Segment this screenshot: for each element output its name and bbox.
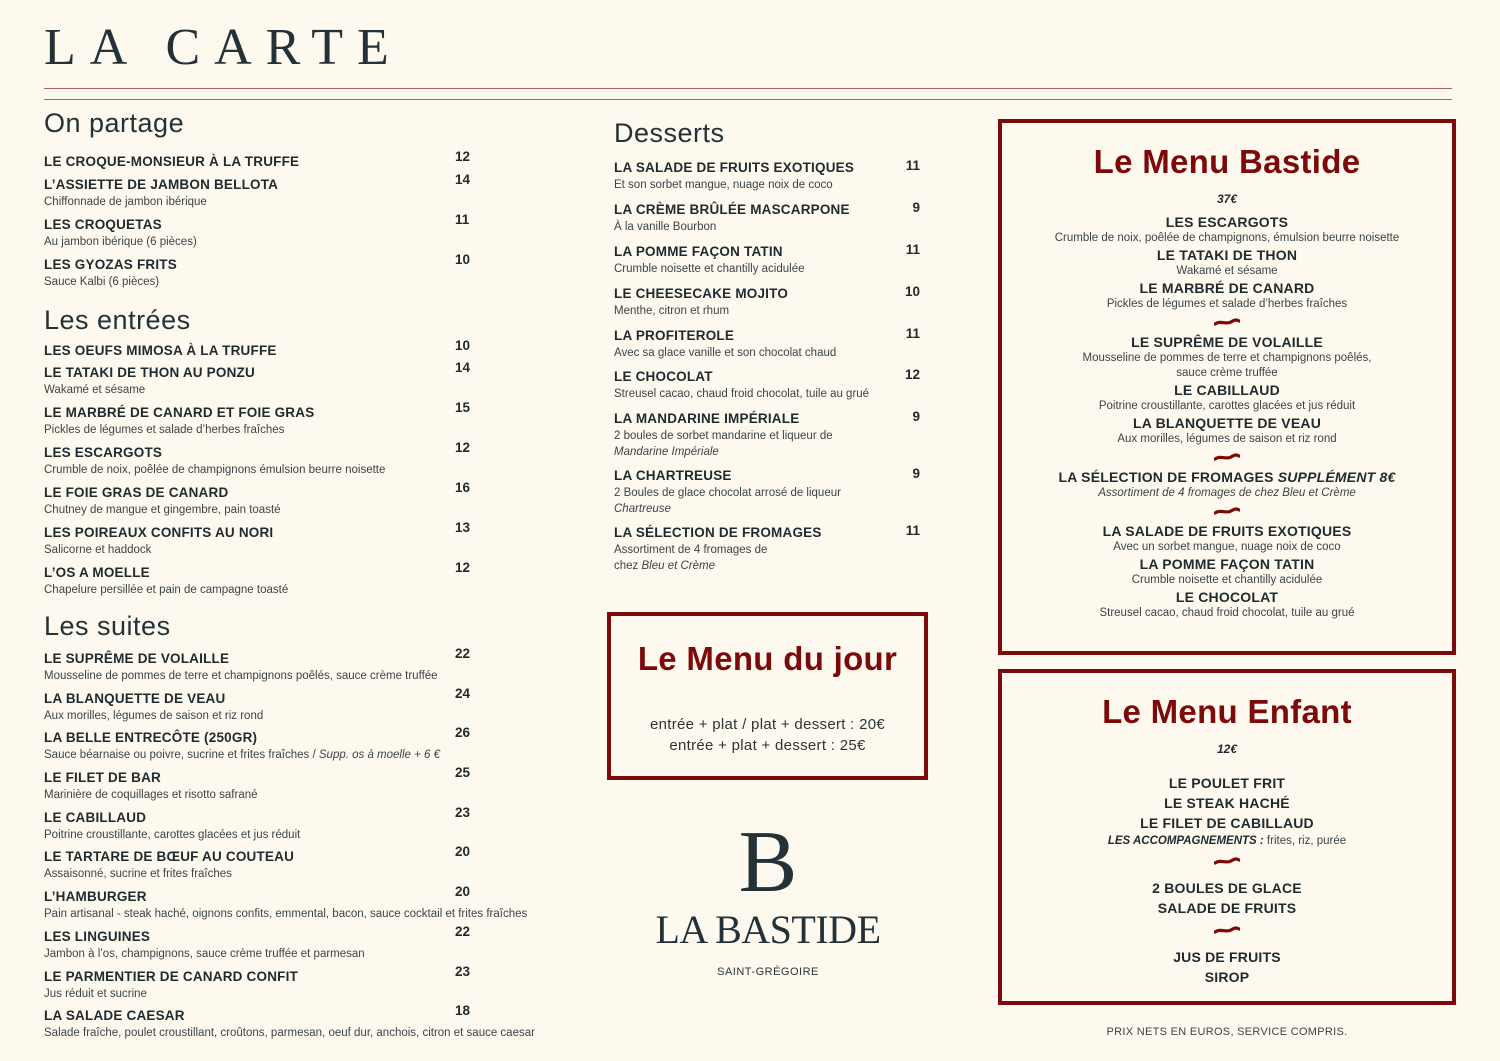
item-name: LES ESCARGOTS [44,445,163,460]
header-rule-top [44,88,1452,89]
menu-bastide-box [998,119,1456,655]
menu-du-jour-line: entrée + plat / plat + dessert : 20€ [649,716,886,733]
item-name: LA CHARTREUSE [614,468,732,483]
wave-divider-icon [1214,507,1240,516]
course-description: Avec un sorbet mangue, nuage noix de coco [1113,541,1341,553]
item-price: 11 [905,523,920,538]
item-description: À la vanille Bourbon [614,221,717,233]
course-description: Streusel cacao, chaud froid chocolat, tuile au grué [1099,607,1355,619]
item-description: Jambon à l’os, champignons, sauce crème truffée et parmesan [44,947,365,960]
item-price: 22 [455,923,471,939]
course-name: LE CABILLAUD [1174,382,1280,398]
course-name: LA SALADE DE FRUITS EXOTIQUES [1102,523,1352,539]
item-price: 11 [905,326,920,341]
cheese-supplement: SUPPLÉMENT 8€ [1277,469,1396,485]
price-note: PRIX NETS EN EUROS, SERVICE COMPRIS. [1106,1026,1348,1038]
menu-item [44,149,614,175]
menu-item [44,360,614,403]
item-description: Chutney de mangue et gingembre, pain toasté [44,504,281,516]
menu-du-jour-box [607,612,928,780]
course-description: Crumble noisette et chantilly acidulée [1131,574,1323,586]
item-description: Chiffonnade de jambon ibérique [44,196,207,208]
item-name: LE CHEESECAKE MOJITO [614,286,789,301]
course-description: Pickles de légumes et salade d’herbes fraîches [1106,298,1348,310]
wave-divider-icon [1214,857,1240,866]
item-description: Jus réduit et sucrine [44,987,147,1000]
menu-item: LA SÉLECTION DE FROMAGES Assortiment de 4 fromages de chez Bleu et Crème 11 [614,523,924,575]
menu-item [44,1003,614,1046]
section-title: On partage [44,108,185,138]
kids-main: LE STEAK HACHÉ [1164,795,1290,811]
kids-drink: SIROP [1204,969,1250,985]
item-name: LE TARTARE DE BŒUF AU COUTEAU [44,849,295,865]
item-name: LES OEUFS MIMOSA À LA TRUFFE [44,343,277,358]
course-name: LA SÉLECTION DE FROMAGES SUPPLÉMENT 8€ [1058,469,1396,485]
item-description: 2 Boules de glace chocolat arrosé de liqueur [614,487,841,499]
item-price: 9 [912,200,920,215]
item-name: LA SALADE CAESAR [44,1008,185,1024]
menu-item [44,884,614,927]
item-price: 23 [455,804,471,820]
item-price: 23 [455,963,471,979]
desserts-column [614,118,924,575]
item-description: Mousseline de pommes de terre et champignons poêlés, sauce crème truffée [44,670,438,682]
course-description: Poitrine croustillante, carottes glacées et jus réduit [1098,400,1356,412]
item-name: LES POIREAUX CONFITS AU NORI [44,525,274,540]
item-description: Wakamé et sésame [44,384,146,396]
item-price: 14 [455,172,471,187]
item-name: LES GYOZAS FRITS [44,257,177,272]
course-group-cheese [1002,468,1452,501]
item-description: 2 boules de sorbet mandarine et liqueur de [614,430,833,442]
item-description: Poitrine croustillante, carottes glacées et jus réduit [44,828,301,841]
menu-item [44,338,614,363]
logo-location: SAINT-GRÉGOIRE [717,966,819,978]
item-description: Crumble de noix, poêlée de champignons émulsion beurre noisette [44,464,386,476]
item-name: LA CRÈME BRÛLÉE MASCARPONE [614,202,850,217]
course-description: Assortiment de 4 fromages de chez Bleu et Crème [1098,487,1356,499]
course-name: LE TATAKI DE THON [1156,247,1298,263]
kids-accompaniments: LES ACCOMPAGNEMENTS : frites, riz, purée [1107,835,1347,847]
item-supplier: Bleu et Crème [641,560,716,572]
item-name: LE MARBRÉ DE CANARD ET FOIE GRAS [44,405,315,420]
item-name: LE CHOCOLAT [614,369,713,384]
menu-item [44,646,614,689]
item-price: 22 [455,646,471,661]
item-name: LE FOIE GRAS DE CANARD [44,485,229,500]
course-group-desserts [1002,522,1452,621]
menu-enfant-price: 12€ [1216,742,1238,756]
item-price: 18 [455,1003,471,1019]
wave-divider-icon [1214,318,1240,327]
item-price: 13 [455,520,471,535]
menu-item [614,200,924,242]
item-supplement: Supp. os à moelle + 6 € [318,749,441,762]
item-name: LE PARMENTIER DE CANARD CONFIT [44,968,298,984]
item-name: LA BLANQUETTE DE VEAU [44,690,226,706]
item-description [44,747,614,763]
menu-item [44,520,614,563]
item-name: L’HAMBURGER [44,889,147,905]
kids-dessert: SALADE DE FRUITS [1157,900,1297,916]
item-price: 25 [455,765,471,781]
item-price: 20 [455,884,471,900]
course-description: Mousseline de pommes de terre et champignons poêlés, [1082,352,1372,364]
course-description: Crumble de noix, poêlée de champignons, émulsion beurre noisette [1054,232,1400,244]
menu-item [614,409,924,466]
item-price: 14 [455,360,471,375]
menu-item [44,172,614,215]
menu-item [44,685,614,729]
course-name: LE SUPRÊME DE VOLAILLE [1131,334,1323,350]
menu-item [44,844,614,887]
item-name: LE CABILLAUD [44,809,147,825]
section-suites [44,611,614,1046]
section-title: Desserts [614,118,725,148]
course-group-starters [1002,213,1452,312]
item-name: LE TATAKI DE THON AU PONZU [44,365,255,380]
item-description: Avec sa glace vanille et son chocolat chaud [614,347,837,359]
item-price: 10 [904,284,920,299]
item-description: Streusel cacao, chaud froid chocolat, tuile au grué [614,388,870,400]
course-name: LA POMME FAÇON TATIN [1139,556,1315,572]
menu-item [44,212,614,255]
menu-bastide-price: 37€ [1216,192,1238,206]
item-price: 9 [912,409,920,424]
wave-divider-icon [1214,926,1240,935]
menu-item [44,725,614,768]
item-description: Marinière de coquillages et risotto safrané [44,789,258,802]
menu-item [44,804,614,848]
item-name: LA SÉLECTION DE FROMAGES [614,525,822,540]
menu-bastide-title: Le Menu Bastide [1093,143,1361,180]
menu-du-jour-title: Le Menu du jour [637,640,898,677]
course-description: Wakamé et sésame [1176,265,1278,277]
course-name: LE CHOCOLAT [1175,589,1279,605]
item-price: 12 [455,440,471,455]
item-description: Menthe, citron et rhum [614,305,730,317]
menu-item [614,158,924,200]
kids-main: LE FILET DE CABILLAUD [1140,815,1314,831]
course-description: sauce crème truffée [1176,367,1278,379]
item-description: Salicorne et haddock [44,544,152,556]
item-name: LA SALADE DE FRUITS EXOTIQUES [614,160,855,175]
header-rule-bottom [44,99,1452,100]
item-name: LA PROFITEROLE [614,328,735,343]
course-name: LES ESCARGOTS [1165,214,1289,230]
menu-item [614,466,924,523]
menu-enfant-box [998,669,1456,1005]
item-description: Chapelure persillée et pain de campagne toasté [44,584,289,596]
item-price: 20 [455,844,471,860]
item-price: 12 [455,149,471,164]
menu-item [44,252,614,295]
item-name: LA BELLE ENTRECÔTE (250GR) [44,730,258,746]
course-description: Aux morilles, légumes de saison et riz rond [1117,433,1337,445]
section-on-partage [44,108,614,295]
item-price: 11 [905,158,920,173]
item-description: Assortiment de 4 fromages de [614,544,768,556]
menu-item [614,367,924,409]
item-description: Au jambon ibérique (6 pièces) [44,236,197,248]
item-description: Et son sorbet mangue, nuage noix de coco [614,179,833,191]
kids-dessert: 2 BOULES DE GLACE [1152,880,1302,896]
item-name: LA MANDARINE IMPÉRIALE [614,411,800,426]
item-liqueur: Mandarine Impériale [614,446,719,458]
menu-item [44,963,614,1007]
item-price: 9 [912,466,920,481]
item-price: 16 [455,480,471,495]
kids-main: LE POULET FRIT [1168,775,1286,791]
item-price: 11 [455,212,470,227]
item-price: 12 [455,560,471,575]
item-description: Sauce Kalbi (6 pièces) [44,276,160,288]
menu-item [614,242,924,284]
item-name: LES CROQUETAS [44,217,162,232]
kids-drink: JUS DE FRUITS [1173,949,1281,965]
item-description: Salade fraîche, poulet croustillant, croûtons, parmesan, oeuf dur, anchois, citron et sauce caesar [44,1027,535,1040]
menu-item [44,440,614,483]
section-title: Les suites [44,611,171,641]
item-price: 24 [455,685,471,701]
item-name: LE SUPRÊME DE VOLAILLE [44,651,230,666]
course-name: LA BLANQUETTE DE VEAU [1132,415,1322,431]
menu-item [44,480,614,523]
section-entrees [44,305,614,603]
item-name: LA POMME FAÇON TATIN [614,244,783,259]
item-description: Aux morilles, légumes de saison et riz rond [44,709,264,722]
course-name: LE MARBRÉ DE CANARD [1139,280,1315,296]
menu-item [614,326,924,367]
item-name: LE FILET DE BAR [44,770,161,786]
item-name: L’OS A MOELLE [44,565,150,580]
menu-item [44,560,614,603]
menu-enfant-title: Le Menu Enfant [1102,693,1352,730]
menu-item [614,284,924,326]
item-price: 11 [905,242,920,257]
item-price: 12 [904,367,920,382]
item-name: L’ASSIETTE DE JAMBON BELLOTA [44,177,279,192]
wave-divider-icon [1214,453,1240,462]
menu-du-jour-line: entrée + plat + dessert : 25€ [669,737,866,754]
restaurant-logo [640,814,896,978]
item-price: 26 [455,725,471,741]
item-price: 10 [455,338,471,353]
item-description-text: Sauce béarnaise ou poivre, sucrine et frites fraîches / [44,749,319,762]
item-name: LE CROQUE-MONSIEUR À LA TRUFFE [44,154,300,169]
menu-item [44,765,614,808]
course-group-mains [1002,333,1452,447]
logo-monogram: B [738,814,798,911]
menu-item [44,400,614,443]
item-name: LES LINGUINES [44,928,151,944]
item-description: Assaisonné, sucrine et frites fraîches [44,868,232,881]
item-description: Pickles de légumes et salade d’herbes fraîches [44,424,285,436]
faded-background-text [611,678,924,714]
item-price: 10 [455,252,471,267]
menu-item [44,923,614,967]
section-title: Les entrées [44,305,191,335]
item-liqueur: Chartreuse [614,503,671,515]
logo-name: LA BASTIDE [655,907,881,952]
item-description: Pain artisanal - steak haché, oignons confits, emmental, bacon, sauce cocktail et frites fraîches [44,908,528,921]
page-title: LA CARTE [44,19,403,76]
item-description: Crumble noisette et chantilly acidulée [614,263,805,275]
item-price: 15 [455,400,471,415]
